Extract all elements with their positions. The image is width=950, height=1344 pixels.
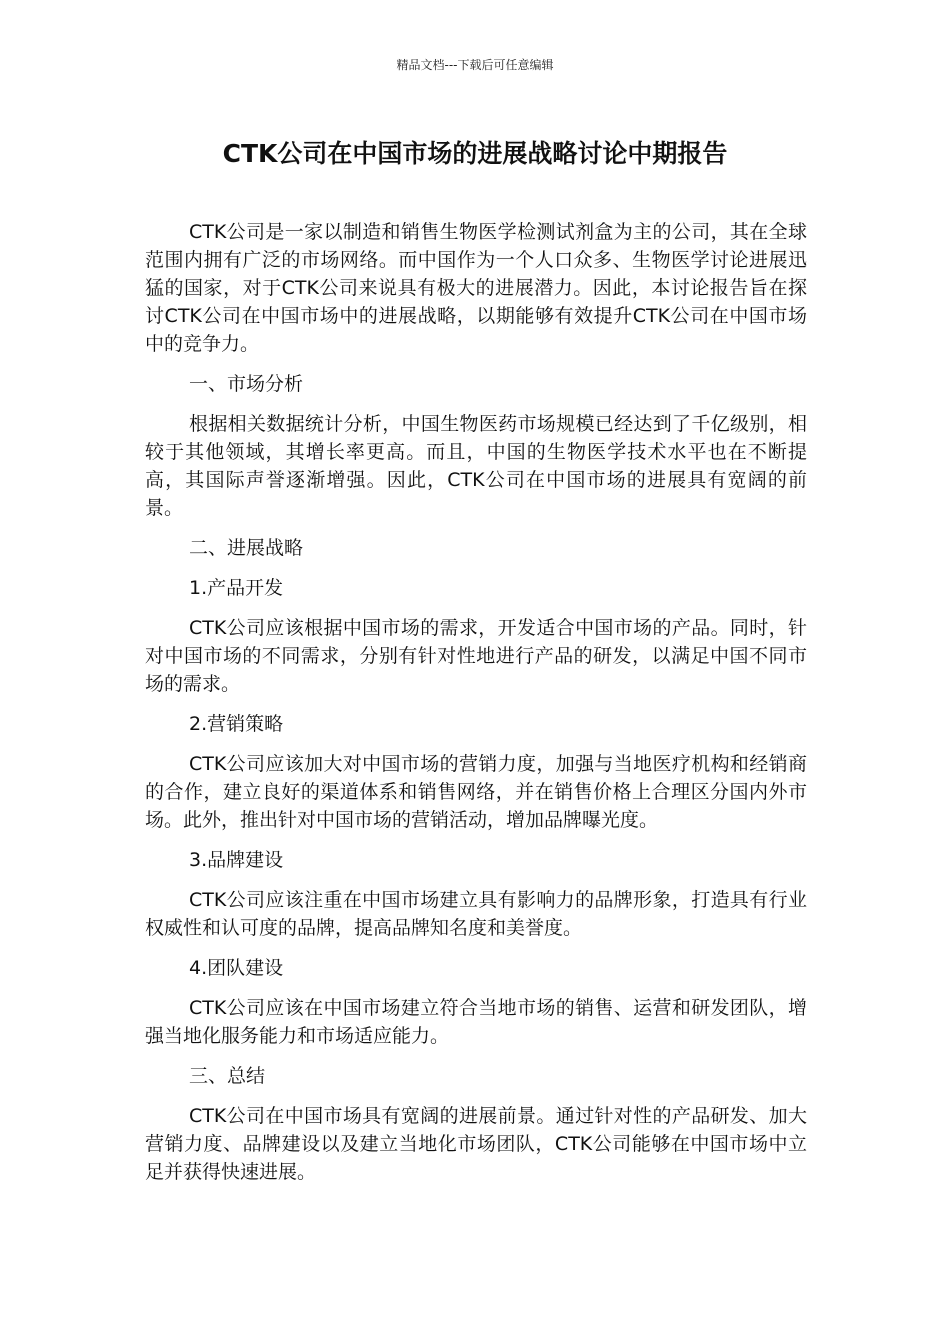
subheading-brand-building: 3.品牌建设	[189, 849, 284, 871]
product-development-paragraph: CTK公司应该根据中国市场的需求，开发适合中国市场的产品。同时，针对中国市场的不同需求，分别有针对性地进行产品的研发，以满足中国不同市场的需求。	[145, 617, 807, 695]
header-note: 精品文档---下载后可任意编辑	[396, 58, 554, 72]
brand-building-paragraph: CTK公司应该注重在中国市场建立具有影响力的品牌形象，打造具有行业权威性和认可度的品牌，提高品牌知名度和美誉度。	[145, 889, 807, 939]
document-body	[145, 218, 807, 1198]
subheading-product-development: 1.产品开发	[189, 577, 284, 599]
subheading-marketing-strategy: 2.营销策略	[189, 713, 284, 735]
subheading-team-building: 4.团队建设	[189, 957, 284, 979]
team-building-paragraph: CTK公司应该在中国市场建立符合当地市场的销售、运营和研发团队，增强当地化服务能力和市场适应能力。	[145, 997, 807, 1047]
section-heading-market-analysis: 一、市场分析	[189, 373, 304, 395]
document-title: CTK公司在中国市场的进展战略讨论中期报告	[222, 139, 728, 168]
market-analysis-paragraph: 根据相关数据统计分析，中国生物医药市场规模已经达到了千亿级别，相较于其他领域，其增长率更高。而且，中国的生物医学技术水平也在不断提高，其国际声誉逐渐增强。因此，CTK公司在中国市场的进展具有宽阔的前景。	[145, 413, 807, 519]
summary-paragraph: CTK公司在中国市场具有宽阔的进展前景。通过针对性的产品研发、加大营销力度、品牌建设以及建立当地化市场团队，CTK公司能够在中国市场中立足并获得快速进展。	[145, 1105, 807, 1183]
marketing-strategy-paragraph: CTK公司应该加大对中国市场的营销力度，加强与当地医疗机构和经销商的合作，建立良好的渠道体系和销售网络，并在销售价格上合理区分国内外市场。此外，推出针对中国市场的营销活动，增加品牌曝光度。	[145, 753, 807, 831]
section-heading-strategy: 二、进展战略	[189, 537, 304, 559]
intro-paragraph: CTK公司是一家以制造和销售生物医学检测试剂盒为主的公司，其在全球范围内拥有广泛的市场网络。而中国作为一个人口众多、生物医学讨论进展迅猛的国家，对于CTK公司来说具有极大的进展潜力。因此，本讨论报告旨在探讨CTK公司在中国市场中的进展战略，以期能够有效提升CTK公司在中国市场中的竞争力。	[145, 221, 807, 355]
section-heading-summary: 三、总结	[189, 1065, 266, 1087]
